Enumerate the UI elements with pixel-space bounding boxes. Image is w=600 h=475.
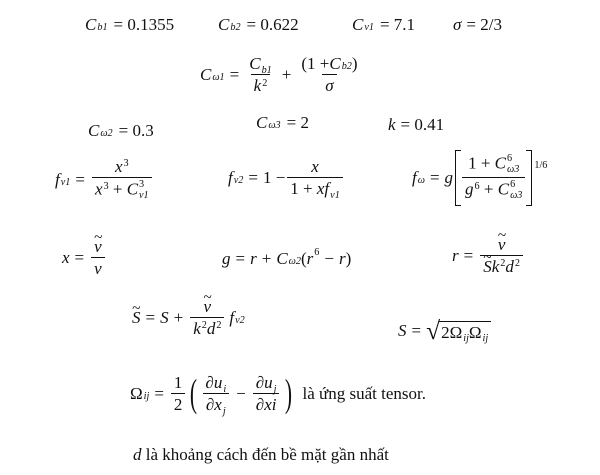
eq-cv1: C v1 = 7.1	[352, 15, 416, 34]
eq-cw1: C ω1 = $\frac{C_{b1}}{k^2}$ + (1 + C b2 ) σ	[200, 55, 363, 94]
eq-sigma: σ = 2/3	[453, 15, 502, 34]
cw2-value: = 0.3	[118, 121, 154, 140]
cb1-value: = 0.1355	[113, 15, 175, 34]
eq-r: r = ~ ν ~ $Sk^2d^2$	[452, 236, 525, 275]
omega-caption: là ứng suất tensor.	[302, 384, 427, 404]
eq-fv1: f v1 = $x^3$ $x^3 + C$ 3 v1	[55, 158, 154, 202]
eq-k: k = 0.41	[388, 115, 445, 134]
eq-x: x = ~ $\frac{\nu}{\nu}$	[62, 238, 107, 277]
cb2-value: = 0.622	[246, 15, 299, 34]
cw1-frac-1: $\frac{C_{b1}}{k^2}$	[249, 54, 272, 96]
cv1-value: = 7.1	[379, 15, 416, 34]
eq-cb1: C b1 = 0.1355	[85, 15, 175, 34]
eq-cb2: C b2 = 0.622	[218, 15, 299, 34]
eq-cw2: C ω2 = 0.3	[88, 121, 154, 140]
sigma-value: = 2/3	[466, 15, 502, 34]
eq-s-tilde: ~ S = S + ~ $\frac{\nu}{k^2d^2}$ f v2	[132, 298, 245, 337]
cw3-value: = 2	[286, 113, 309, 132]
cw1-frac-2: (1 + C b2 ) σ	[301, 54, 358, 96]
eq-d: d là khoảng cách đến bề mặt gần nhất	[133, 445, 389, 464]
k-value: = 0.41	[400, 115, 445, 134]
d-caption: là khoảng cách đến bề mặt gần nhất	[145, 445, 389, 464]
eq-cw3: C ω3 = 2	[256, 113, 309, 132]
eq-fv2: f v2 = 1 − $\frac{x}{1 + xf_{v1}}$	[228, 158, 345, 197]
eq-fw: f ω = g 1 + C 6 ω3 $g^6 + C$ 6 ω3 1/6	[412, 150, 547, 206]
eq-s: S = √ $2\Omega_{ij}\Omega_{ij}$	[398, 318, 491, 344]
eq-omega: Ω ij = $\frac{1}{2}$ ( $\frac{\partial u_i}{\partial x_j}$ − $\frac{\partial u_j}{\partial xi}$ ) là ứng suất tensor.	[130, 372, 427, 417]
eq-g: g = r + C ω2 ( r 6 − r )	[222, 246, 352, 268]
